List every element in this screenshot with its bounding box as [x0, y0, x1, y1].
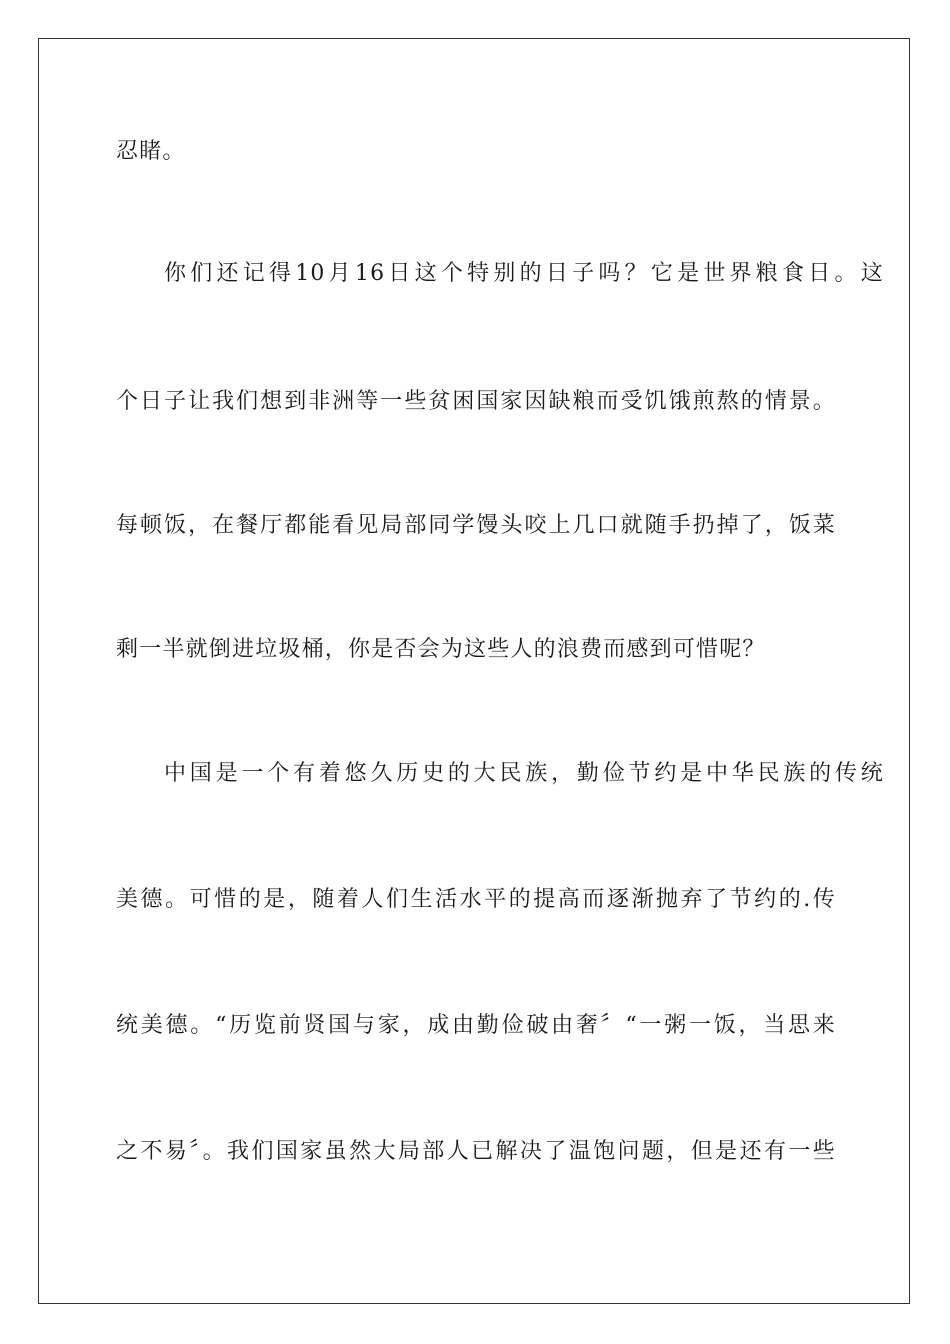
text-line: 之不易〞。我们国家虽然大局部人已解决了温饱问题，但是还有一些: [116, 1139, 836, 1164]
text-line: 美德。可惜的是，随着人们生活水平的提高而逐渐抛弃了节约的.传: [116, 887, 836, 912]
text-line: 每顿饭，在餐厅都能看见局部同学馒头咬上几口就随手扔掉了，饭菜: [116, 513, 836, 538]
text-line: 忍睹。: [116, 139, 186, 164]
text-line: 剩一半就倒进垃圾桶，你是否会为这些人的浪费而感到可惜呢？: [116, 637, 766, 662]
paragraph-start-line: 中国是一个有着悠久历史的大民族，勤俭节约是中华民族的传统: [164, 761, 884, 786]
paragraph-start-line: 你们还记得10月16日这个特别的日子吗？它是世界粮食日。这: [164, 261, 884, 286]
text-line: 统美德。“历览前贤国与家，成由勤俭破由奢〞“一粥一饭，当思来: [116, 1013, 836, 1038]
page-border: [38, 38, 910, 1304]
text-line: 个日子让我们想到非洲等一些贫困国家因缺粮而受饥饿煎熬的情景。: [116, 389, 836, 414]
